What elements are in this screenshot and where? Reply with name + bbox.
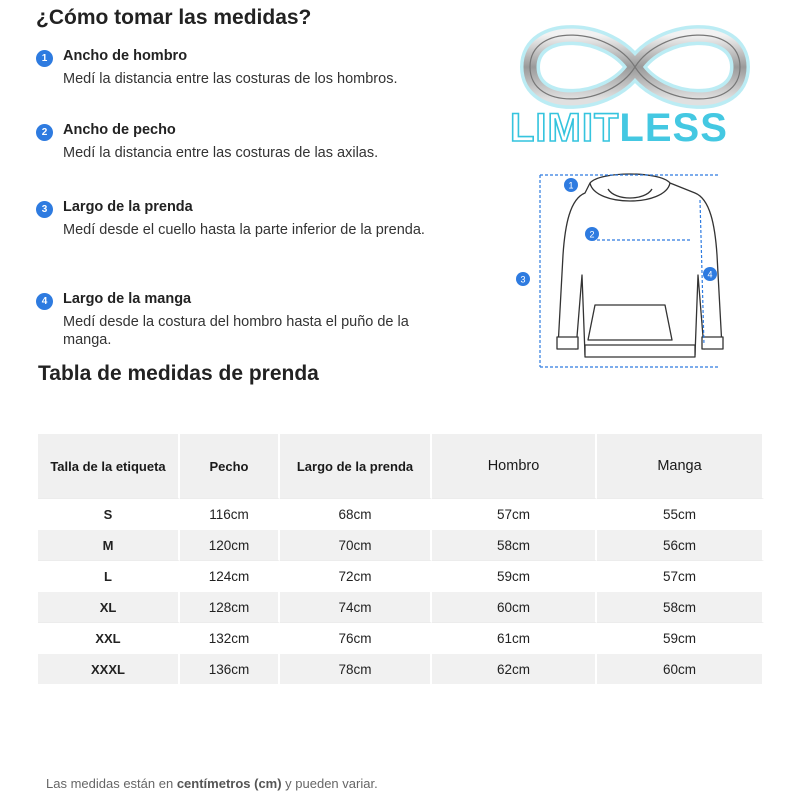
cell-length: 70cm — [280, 529, 432, 560]
step-description: Medí la distancia entre las costuras de las axilas. — [63, 145, 379, 161]
header-length: Largo de la prenda — [280, 434, 432, 498]
step-title: Ancho de pecho — [63, 122, 176, 138]
brand-word-limit: LIMIT — [510, 106, 620, 150]
header-sleeve: Manga — [597, 434, 764, 498]
step-title: Largo de la manga — [63, 291, 192, 307]
step-number-badge: 2 — [36, 124, 53, 141]
cell-shoulder: 59cm — [432, 560, 597, 591]
cell-shoulder: 61cm — [432, 622, 597, 653]
marker-2: 2 — [589, 229, 595, 240]
brand-word-less: LESS — [619, 106, 728, 150]
cell-chest: 120cm — [180, 529, 280, 560]
header-shoulder: Hombro — [432, 434, 597, 498]
table-row — [38, 622, 764, 653]
step-number-badge: 3 — [36, 201, 53, 218]
cell-shoulder: 57cm — [432, 498, 597, 529]
marker-4: 4 — [707, 269, 713, 280]
header-size-label: Talla de la etiqueta — [38, 434, 180, 498]
cell-shoulder: 62cm — [432, 653, 597, 684]
cell-sleeve: 56cm — [597, 529, 764, 560]
cell-size: XXL — [38, 622, 180, 653]
table-row — [38, 653, 764, 684]
cell-sleeve: 57cm — [597, 560, 764, 591]
cell-size: XL — [38, 591, 180, 622]
footnote-units: centímetros (cm) — [176, 776, 282, 791]
cell-length: 72cm — [280, 560, 432, 591]
cell-length: 74cm — [280, 591, 432, 622]
brand-wordmark — [510, 106, 728, 151]
cell-size: M — [38, 529, 180, 560]
cell-length: 78cm — [280, 653, 432, 684]
page-title: ¿Cómo tomar las medidas? — [36, 6, 312, 29]
hoodie-diagram-icon — [510, 165, 750, 375]
step-description: Medí desde el cuello hasta la parte inferior de la prenda. — [63, 222, 425, 238]
cell-sleeve: 58cm — [597, 591, 764, 622]
step-number-badge: 1 — [36, 50, 53, 67]
table-title: Tabla de medidas de prenda — [38, 362, 319, 385]
cell-length: 76cm — [280, 622, 432, 653]
size-table — [38, 434, 764, 684]
cell-chest: 136cm — [180, 653, 280, 684]
footnote-pre: Las medidas están en — [46, 776, 177, 791]
header-chest: Pecho — [180, 434, 280, 498]
cell-sleeve: 55cm — [597, 498, 764, 529]
table-row — [38, 560, 764, 591]
cell-chest: 116cm — [180, 498, 280, 529]
step-title: Largo de la prenda — [63, 199, 193, 215]
cell-chest: 124cm — [180, 560, 280, 591]
units-footnote — [46, 776, 378, 791]
step-description: Medí desde la costura del hombro hasta el puño de la manga. — [63, 314, 409, 348]
cell-length: 68cm — [280, 498, 432, 529]
cell-chest: 128cm — [180, 591, 280, 622]
step-title: Ancho de hombro — [63, 48, 188, 64]
cell-sleeve: 59cm — [597, 622, 764, 653]
marker-3: 3 — [520, 274, 526, 285]
table-row — [38, 591, 764, 622]
cell-sleeve: 60cm — [597, 653, 764, 684]
cell-shoulder: 58cm — [432, 529, 597, 560]
step-description: Medí la distancia entre las costuras de los hombros. — [63, 71, 398, 87]
table-row — [38, 529, 764, 560]
cell-chest: 132cm — [180, 622, 280, 653]
cell-size: L — [38, 560, 180, 591]
cell-size: XXXL — [38, 653, 180, 684]
cell-shoulder: 60cm — [432, 591, 597, 622]
table-header-row — [38, 434, 764, 498]
cell-size: S — [38, 498, 180, 529]
marker-1: 1 — [568, 180, 574, 191]
table-row — [38, 498, 764, 529]
footnote-post: y pueden variar. — [281, 776, 378, 791]
step-number-badge: 4 — [36, 293, 53, 310]
